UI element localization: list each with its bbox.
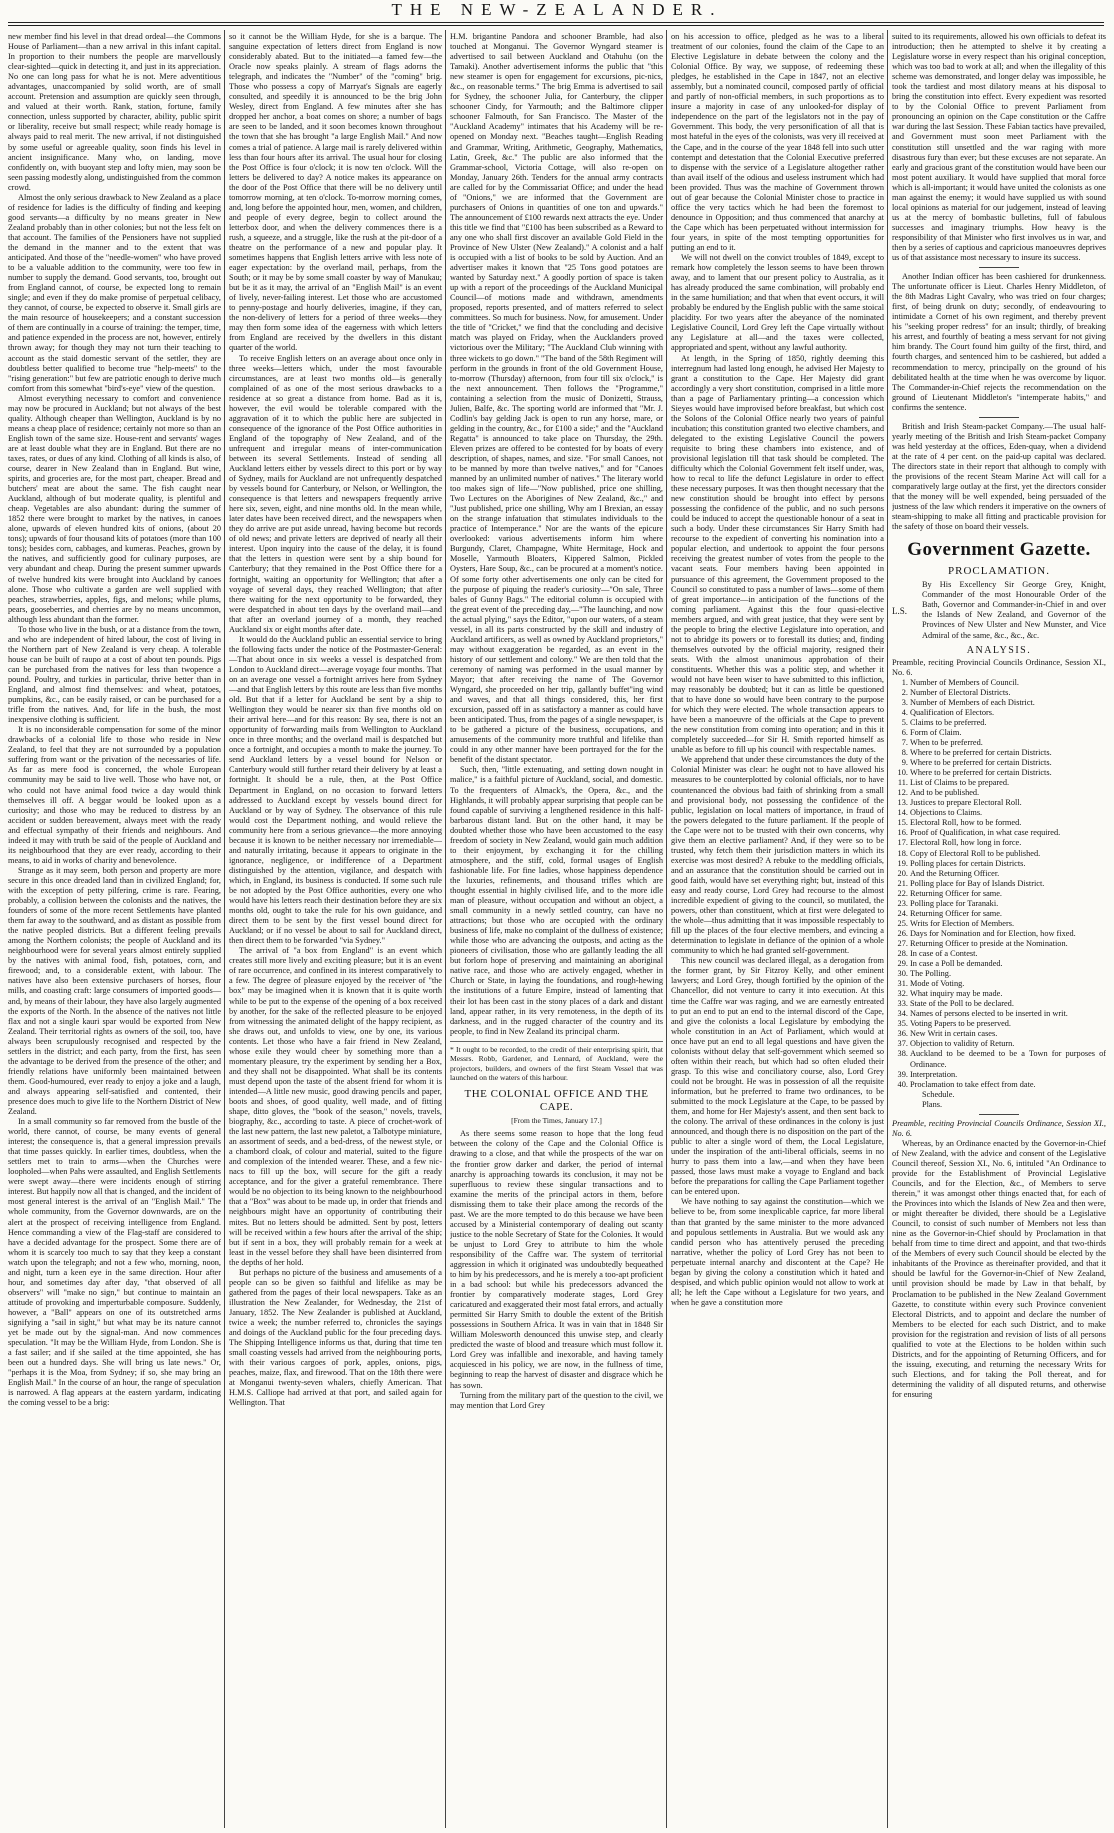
analysis-item: 8. Where to be preferred for certain Districts.: [910, 748, 1106, 758]
separator: [979, 1114, 1019, 1115]
article-paragraph: As there seems some reason to hope that the long feud between the colony of the Cape and the Colonial Office is drawing to a close, and that while the prospects of the war on the frontier grow darker and darker, the period of internal anarchy is approaching towards its conclusion, it may not be superfluous to review these singular transactions and to examine the merits of the principal actors in them, before dismissing them to take their place among the records of the past. We are the more tempted to do this because we have been accused by a Ministerial contemporary of dealing out scanty justice to the noble Secretary of State for the Colonies. It would be unjust to Lord Grey to attribute to him the whole responsibility of the Caffre war. The system of territorial aggression in which it originated was undoubtedly bequeathed to him by his predecessors, and he is merely a too-apt proficient in a bad school: but while his predecessors advanced the frontier by comparatively moderate stages, Lord Grey caricatured and exaggerated their most fatal errors, and actually permitted Sir Harry Smith to double the extent of the British possessions in Southern Africa. It was in vain that in 1848 Sir William Molesworth denounced this unwise step, and clearly predicted the waste of blood and treasure which must follow it. Lord Grey was infallible and inexorable, and having tamely acquiesced in his policy, we are now, in the fullness of time, beginning to reap the harvest of disaster and disgrace which he has sown.: [450, 1129, 663, 1390]
article-heading: THE COLONIAL OFFICE AND THE CAPE.: [464, 1088, 649, 1114]
proclamation-heading: PROCLAMATION.: [948, 565, 1050, 578]
analysis-item: 16. Proof of Qualification, in what case required.: [910, 828, 1106, 838]
analysis-item: 19. Polling places for certain Districts.: [910, 859, 1106, 869]
analysis-item: 9. Where to be preferred for certain Districts.: [910, 758, 1106, 768]
analysis-item: 40. Proclamation to take effect from date.: [910, 1080, 1106, 1090]
analysis-item: 15. Electoral Roll, how to be formed.: [910, 818, 1106, 828]
article-paragraph: We will not dwell on the convict troubles of 1849, except to remark how completely the lesson seems to have been thrown away, and to lament that our present policy to Australia, as it has already produced the same combination, will probably end in the same humiliation; and that when that event occurs, it will probably be endured by the English public with the same stoical placidity. For two years after the abeyance of the nominated Legislative Council, Lord Grey left the Cape virtually without any Legislature at all—and the taxes were collected, appropriated and spent, without any lawful authority.: [671, 253, 884, 353]
analysis-item: 2. Number of Electoral Districts.: [910, 688, 1106, 698]
analysis-item: 33. State of the Poll to be declared.: [910, 999, 1106, 1009]
article-paragraph: We have nothing to say against the constitution—which we believe to be, from some inexplicable caprice, far more liberal than that granted by the same minister to the more advanced and populous settlements in Australia. But we would ask any candid person who has attentively perused the preceding narrative, whether the policy of Lord Grey has not been to perpetuate internal anarchy and discontent at the Cape? He began by giving the colony a constitution which it hated and despised, and which public opinion would not allow to work at all; he left the Cape without a Legislature for two years, and when he gave a constitution more: [671, 1197, 884, 1307]
analysis-item: 34. Names of persons elected to be inserted in writ.: [910, 1009, 1106, 1019]
article-paragraph: We apprehend that under these circumstances the duty of the Colonial Minister was clear: he ought not to have allowed his measures to be counterplotted by colonial officials, nor to have countenanced the obvious bad faith of shrinking from a small and provisional body, not possessing the confidence of the public, legislation on local matters of importance, in fraud of the powers delegated to the future parliament. If the people of the Cape were not to be trusted with their own concerns, why give them an elective parliament? And, if they were so to be trusted, why fetch them their jurisdiction matters in which its exercise was most desired? A rebuke to the meddling officials, and an assurance that the constitution should be carried out in good faith, would have set everything right; but, instead of this easy and ready course, Lord Grey had recourse to the almost incredible expedient of giving to the council, so mutilated, the powers, other than constituent, which at first were delegated to the whole—thus admitting that it was impossible respectably to fill up the places of the four elective members, and evincing a determination to legislate in defiance of the opinion of a whole community to which he had granted self-government.: [671, 755, 884, 956]
analysis-item: 32. What inquiry may be made.: [910, 989, 1106, 999]
analysis-heading: ANALYSIS.: [966, 644, 1032, 656]
column-divider: [887, 30, 888, 1828]
article-paragraph: In a small community so far removed from the bustle of the world, there cannot, of course, be many events of general interest; the consequence is, that a general impression prevails that time passes quickly. In earlier times, doubtless, when the settlers met to train to arms—when the Churches were loopholed—when Pahs were assaulted, and English Settlements were swept away—there were incidents enough of stirring interest. But happily now all that is changed, and the incident of most general interest is the arrival of an "English Mail." The whole community, from the Governor downwards, are on the alert at the prospect of receiving intelligence from England. Hence commanding a view of the Flag-staff are considered to have a decided advantage for the prospect. Some there are of whom it is scarcely too much to say that they keep a constant watch upon the telegraph; and not a few who, morning, noon, and night, turn a keen eye in the same direction. Hour after hour, and sometimes day after day, "that observed of all observers" will "make no sign," but continue to maintain an attitude of provoking and imperturbable composure. Suddenly, however, a "Ball" appears on one of its outstretched arms signifying a "sail in sight," but what may be its nature cannot yet be made out by the signal-man. And now commences speculation. "It may be the William Hyde, from London. She is a fast sailer; and if she sailed at the time appointed, she has been out a hundred days. She will bring us late news." Or, "perhaps it is the Moa, from Sydney; if so, she may bring an English Mail." In the course of an hour, the range of speculation is narrowed. A flag appears at the eastern yardarm, indicating the coming vessel to be a brig:: [8, 1117, 221, 1408]
analysis-item: 30. The Polling.: [910, 969, 1106, 979]
footnote: * It ought to be recorded, to the credit of their enterprising spirit, that Messrs. Robb, Gardener, and Lennard, of Auckland, were the projectors, builders, and owners of the first Steam Vessel that was launched on the waters of this harbour.: [450, 1041, 663, 1083]
analysis-item: 37. Objection to validity of Return.: [910, 1039, 1106, 1049]
article-paragraph: Turning from the military part of the question to the civil, we may mention that Lord Grey: [450, 1390, 663, 1410]
article-paragraph: It would do the Auckland public an essential service to bring the following facts under the notice of the Postmaster-General:—That about once in six weeks a vessel is despatched from London to Auckland direct—average voyage four months. That on an average one vessel a fortnight arrives here from Sydney—and that English letters by this route are less than five months old. But that if a letter for Auckland be sent by a ship to Wellington they would be nearer six than five months old on their arrival here—and for this reason: By sea, there is not an opportunity of forwarding mails from Wellington to Auckland once in three months; and the overland mail is despatched but once a fortnight, and occupies a month to make the journey. To send Auckland letters by a vessel bound for Nelson or Canterbury would still further retard their delivery by at least a fortnight. It should be a rule, then, at the Post Office Department in England, on no occasion to forward letters addressed to Auckland except by vessels bound direct for Auckland or by way of Sydney. The observance of this rule would cost the Department nothing, and would relieve the community here from a serious grievance—the more annoying because it is known to be neither necessary nor irremediable—and naturally irritating, because it appears to originate in the ignorance, negligence, or indifference of a Department distinguished by the attention, vigilance, and despatch with which, in England, its business is conducted. If some such rule be not adopted by the Post Office authorities, every one who would have his letters reach their destination before they are six months old, ought to take the rule for his own guidance, and direct them to be sent by the first vessel bound direct for Auckland; or if no vessel be about to sail for Auckland direct, then direct them to be forwarded "via Sydney.": [229, 634, 442, 946]
analysis-item: 24. Returning Officer for same.: [910, 909, 1106, 919]
analysis-item: 6. Form of Claim.: [910, 728, 1106, 738]
masthead-rule-double: [8, 25, 1104, 26]
proclamation-block: [892, 580, 1106, 640]
masthead-title: THE NEW-ZEALANDER.: [391, 0, 723, 19]
article-paragraph: The arrival of "a box from England" is an event which creates still more lively and exciting pleasure; but it is an event of rare occurrence, and confined in its interest comparatively to a few. The degree of pleasure enjoyed by the receiver of "the box" may be imagined when it is known that it is quite worth while to be put to the expense of the opening of a box received by another, for the sake of the reflected pleasure to be enjoyed from witnessing the animated delight of the happy recipient, as she draws out, and unfolds to view, one by one, its various contents. Let those who have a fair friend in New Zealand, whose exile they would cheer by something more than a momentary pleasure, try the experiment by sending her a Box, and they shall not be disappointed. What shall be its contents must depend upon the taste of the absent friend for whom it is intended—A little new music, good drawing pencils and paper, boots and shoes, of good quality, well made, and of fitting shape, ditto gloves, the "book of the season," novels, travels, biography, &c., according to taste. A piece of crochet-work of the last new pattern, the last new paletot, a Talbotype miniature, an assortment of seeds, and a bed-dress, of the newest style, or a chambord cloak, of colour and material, suited to the figure and complexion of the intended wearer. These, and a few nic-nacs to fill up the box, will secure for the gift a ready acceptance, and for the giver a grateful remembrance. There would be no objection to its being known to the neighbourhood that a "Box" was about to be made up, in order that friends and neighbours might have an opportunity of contributing their mites. But no letters should be admitted. Sent by post, letters will be received within a few hours after the arrival of the ship; but if sent in a box, they will probably remain for a week at least in the vessel before they shall have been disinterred from the depths of her hold.: [229, 946, 442, 1267]
analysis-item: 7. When to be preferred.: [910, 738, 1106, 748]
analysis-list: [892, 678, 1106, 1090]
analysis-item: 29. In case a Poll be demanded.: [910, 959, 1106, 969]
analysis-item: 10. Where to be preferred for certain Districts.: [910, 768, 1106, 778]
analysis-item: 13. Justices to prepare Electoral Roll.: [910, 798, 1106, 808]
column-2: [229, 32, 442, 1827]
analysis-item: 38. Auckland to be deemed to be a Town for purposes of Ordinance.: [910, 1049, 1106, 1069]
proclamation-text: By His Excellency Sir George Grey, Knight, Commander of the most Honourable Order of the Bath, Governor and Commander-in-Chief in and over the Islands of New Zealand, and Governor of the Provinces of New Ulster and New Munster, and Vice Admiral of the same, &c., &c., &c.: [922, 580, 1106, 640]
analysis-item: 3. Number of Members of each District.: [910, 698, 1106, 708]
seal-mark: L.S.: [892, 606, 908, 617]
analysis-item: 5. Claims to be preferred.: [910, 718, 1106, 728]
column-4: [671, 32, 884, 1827]
article-paragraph: new member find his level in that dread ordeal—the Commons House of Parliament—than a new arrival in this infant capital. In proportion to their numbers the people are marvellously clear-sighted—quick in detecting it, and just in its appreciation. No one can long pass for what he is not. Mere adventitious advantages, unaccompanied by solid worth, are of small account. Pretension and assumption are quickly seen through, and valued at their worth. Rank, station, fortune, family connection, unless supported by character, ability, public spirit or liberality, receive but small respect; while ready homage is always paid to real merit. The new arrival, if not distinguished by some useful or agreeable quality, soon finds his level in ancient insignificance. Many who, on landing, move confidently on, with buoyant step and lofty mien, may soon be seen passing modestly along, undistinguished from the common crowd.: [8, 32, 221, 192]
article-paragraph: Almost everything necessary to comfort and convenience may now be procured in Auckland; but not always of the best quality. Although cheaper than Wellington, Auckland is by no means a cheap place of residence; certainly not more so than an English town of the same size. House-rent and servants' wages are at least double what they are in England. But there are no taxes, rates, or dues of any kind. Clothing of all kinds is also, of course, dearer in New Zealand than in England. But wine, spirits, and groceries are, for the most part, cheaper. Bread and butchers' meat are about the same. The fish caught near Auckland, although of but moderate quality, is plentiful and cheap. Vegetables are also abundant: during the summer of 1852 there were brought to market by the natives, in canoes alone, upwards of eleven hundred kits of onions, (about 20 tons); upwards of four thousand kits of potatoes (more than 100 tons); besides corn, cabbages, and kumeras. Peaches, grown by the natives, and sufficiently good for culinary purposes, are very abundant and cheap. During the present summer upwards of twelve hundred kits were brought into Auckland by canoes alone. Those who cultivate a garden are well supplied with peaches, strawberries, apples, figs, and melons; while plums, pears, gooseberries, and cherries are by no means uncommon, although less abundant than the former.: [8, 393, 221, 624]
article-paragraph: H.M. brigantine Pandora and schooner Bramble, had also touched at Monganui. The Governor Wyngard steamer is advertised to sail between Auckland and Otahuhu (on the Tamaki). Another advertisement informs the public that "this new steamer is open for engagement for excursions, pic-nics, &c., on reasonable terms." The brig Emma is advertised to sail for Sydney, the schooner Julia, for Canterbury, the clipper schooner Cindy, for Yarmouth; and the Baltimore clipper schooner Falmouth, for San Francisco. The Master of the "Auckland Academy" intimates that his Academy will be re-opened on Monday next. "Beaches taught—English Reading and Grammar, Writing, Arithmetic, Geography, Mathematics, Latin, Greek, &c." The public are also informed that the Grammar-school, Victoria Cottage, will also re-open on Monday, January 26th. Tenders for the annual army contracts are called for by the Commissariat Office; and under the head of "Onions," we are informed that the Government are purchasers of Onions in quantities of one ton and upwards." The announcement of £100 rewards next attracts the eye. Under this title we find that "£100 has been subscribed as a Reward to any one who shall first discover an available Gold Field in the Province of New Ulster (New Zealand)." A colonist and a half is occupied with a list of books to be sold by Auction. And an advertiser makes it known that "25 Tons good potatoes are wanted by Saturday next." A goodly portion of space is taken up with a report of the proceedings of the Auckland Municipal Council—of motions made and withdrawn, amendments proposed, reports presented, and of matters referred to select committees. So much for business. Now, for amusement. Under the title of "Cricket," we find that the concluding and decisive match was played on Friday, when the Aucklanders proved victorious over the Military; "The Auckland Club winning with three wickets to go down." "The band of the 58th Regiment will perform in the grounds in front of the old Government House, to-morrow (Thursday) afternoon, from four till six o'clock," is the next announcement. Then follows the "Programme," containing a selection from the music of Donizetti, Strauss, Julien, Balfe, &c. The sporting world are informed that "Mr. J. Codlin's bay gelding Jack is open to run any horse, mare, or gelding in the country, &c., for £100 a side;" and the "Auckland Regatta" is announced to take place on Thursday, the 29th. Eleven prizes are offered to be contested for by boats of every description, of shapes, names, and size. "For small Canoes, not to be manned by more than twelve natives," and for "Canoes manned by an unlimited number of natives." The literary world too makes sign of life—"Now published, price one shilling, Two Lectures on the Aborigines of New Zealand, &c.," and "Just published, price one shilling, Why am I Brexian, an essay on the strange infatuation that stimulates individuals to the practice of Intemperance." Nor are the wants of the epicure overlooked: various advertisements inform him where Burgundy, Claret, Champagne, White Hermitage, Hock and Moselle, Yarmouth Bloaters, Kippered Salmon, Pickled Oysters, Hare Soup, &c., can be procured at a moment's notice. Of some forty other advertisements one only can be cited for the purpose of piquing the reader's curiosity—"On sale, Three bales of Gunny Bags." The editorial column is occupied with the great event of the preceding day,—"The launching, and now the actual plying," says the Editor, "upon our waters, of a steam vessel, in all its parts constructed by the skill and industry of Auckland artificers, as well as owned by Auckland proprietors," may without exaggeration be regarded, as an event in the history of our settlement and colony." We are then told that the ceremony of naming was performed in the usual manner by Mayor; that after receiving the name of The Governor Wyngard, she proceeded on her trip, gallantly buffet"ing wind and waves, and that all things considered, this, her first excursion, passed off in as satisfactory a manner as could have been anticipated. Thus, from the pages of a single newspaper, is to be gathered a picture of the business, occupations, and amusements of the community more truthful and lifelike than could in any other manner have been portrayed for the for the benefit of the distant spectator.: [450, 32, 663, 765]
column-5: [892, 32, 1106, 1827]
analysis-item: 25. Writs for Election of Members.: [910, 919, 1106, 929]
masthead-rule: [8, 22, 1104, 23]
analysis-item: 11. List of Claims to be prepared.: [910, 778, 1106, 788]
analysis-item: 12. And to be published.: [910, 788, 1106, 798]
article-paragraph: Strange as it may seem, both person and property are more secure in this once dreaded land than in civilized England; for, with the exception of petty pilfering, crime is rare. Fearing, probably, a collision between the colonists and the natives, the founders of some of the more recent Settlements have planted them far away to the southward, and as distant as possible from the native peopled districts. But a different feeling prevails among the Northern colonists; the people of Auckland and its neighbourhood were for several years almost entirely supplied by the natives with animal food, fish, potatoes, corn, and firewood; and, to a considerable extent, with labour. The natives have also been extensive purchasers of horses, flour mills, and coasting craft: large consumers of imported goods—and, by means of their labour, they have also largely augmented the exports of the North. In the absence of the natives not little flax and not a single kauri spar would be exported from New Zealand. Their territorial rights as owners of the soil, too, have always been scrupulously recognised and respected by the settlers in the district; and each party, from the first, has seen the advantage to be derived from the presence of the other; and friendly relations have uniformly been maintained between them. Good-humoured, ever ready to enjoy a joke and a laugh, and always appearing self-satisfied and contented, their presence does much to give life to the Northern District of New Zealand.: [8, 865, 221, 1117]
analysis-item: 18. Copy of Electoral Roll to be published.: [910, 849, 1106, 859]
article-paragraph: At length, in the Spring of 1850, rightly deeming this interregnum had lasted long enough, he advised Her Majesty to grant a constitution to the Cape. Her Majesty did grant accordingly a very short constitution, comprised in a little more than a page of Parliamentary printing—a concession which Sieyes would have improvised before breakfast, but which cost the Solons of the Colonial Office nearly two years of painful incubation; this constitution granted two elective chambers, and delegated to the existing Legislative Council the powers requisite to bring these chambers into existence, and of provisional legislation till that task should be completed. The difficulty which the Colonial Government felt itself under, was, how to recal to life the defunct Legislature in order to effect these necessary purposes. It was then thought necessary that the new constitution should be brought into effect by persons possessing the confidence of the public, and no such persons could be induced to accept the questionable honour of a seat in such a body. Under these circumstances Sir Harry Smith had recourse to the expedient of converting his nomination into a popular election, and undertook to appoint the four persons receiving the greatest number of votes from the people to the vacant seats. Four members having been appointed in pursuance of this agreement, the Government proposed to the Council so constituted to pass a number of laws—some of them of great importance—in anticipation of the functions of the coming parliament. Against this the four quasi-elective members argued, and with great justice, that they were sent by the people to bring the elective Legislature into operation, and not to abridge its powers or to forestall its duties; and, finding themselves outvoted by the official majority, resigned their seats. With the almost unanimous approbation of their constituents. Whether this was a politic step, and whether it would not have been wiser to have submitted to this infliction, may reasonably be doubted; but it can as little be questioned that to have done so would have been contrary to the purpose for which they were elected. The whole transaction appears to have been a manoeuvre of the officials at the Cape to prevent the new constitution from coming into operation; and in this it completely succeeded—for Sir H. Smith reported himself as unable as before to fill up his council with respectable names.: [671, 353, 884, 755]
whereas-paragraph: Whereas, by an Ordinance enacted by the Governor-in-Chief of New Zealand, with the advice and consent of the Legislative Council thereof, Session XI., No. 6, intituled "An Ordinance to provide for the Establishment of Provincial Legislative Councils, and for the Election, &c., of Members to serve therein," it was amongst other things enacted that, for each of the Provinces into which the Islands of New Zea and then were, or might thereafter be divided, there should be a Legislative Council, to consist of such number of Members not less than nine as the Governor-in-Chief should by Proclamation in that behalf from time to time direct and appoint, and that two-thirds of the Members of every such Council should be elected by the inhabitants of the Province as thereinafter provided, and that it should be lawful for the Governor-in-Chief of New Zealand, until provision should be made by Law in that behalf, by Proclamation to be published in the New Zealand Government Gazette, to constitute within every such Province convenient Electoral Districts, and to appoint and declare the number of Members to be elected for each such District, and to make provision for the registration and revision of lists of all persons qualified to vote at the Elections to be holden within such Districts, and for the appointing of Returning Officers, and for the issuing, executing, and returning the necessary Writs for such Elections, and for taking the Poll thereat, and for determining the validity of all disputed returns, and otherwise for ensuring: [892, 1138, 1106, 1399]
article-paragraph: But perhaps no picture of the business and amusements of a people can so be given so faithful and lifelike as may be gathered from the pages of their local newspapers. Take as an illustration the New Zealander, for Wednesday, the 21st of January, 1852. The New Zealander is published at Auckland, twice a week; the number referred to, chronicles the sayings and doings of the Auckland public for the four preceding days. The Shipping Intelligence informs us that, during that time ten small coasting vessels had arrived from the neighbouring ports, with their various cargoes of pork, apples, onions, pigs, peaches, maize, flax, and firewood. That on the 18th there were at Monganui twenty-seven whalers, chiefly American. That H.M.S. Calliope had arrived at that port, and sailed again for Wellington. That: [229, 1267, 442, 1408]
analysis-item: 36. New Writ in certain cases.: [910, 1029, 1106, 1039]
analysis-item: 35. Voting Papers to be preserved.: [910, 1019, 1106, 1029]
preamble-reciting: Preamble, reciting Provincial Councils Ordinance, Session XI., No. 6.: [892, 1118, 1106, 1138]
analysis-item: 1. Number of Members of Council.: [910, 678, 1106, 688]
plans-label: Plans.: [922, 1099, 943, 1109]
analysis-item: 17. Electoral Roll, how long in force.: [910, 838, 1106, 848]
analysis-item: 31. Mode of Voting.: [910, 979, 1106, 989]
separator: [979, 417, 1019, 418]
article-paragraph: Almost the only serious drawback to New Zealand as a place of residence for ladies is the difficulty of finding and keeping good servants—a difficulty by no means greater in New Zealand probably than in other colonies; but not the less felt on that account. The families of the Pensioners have not supplied the demand in the manner and to the extent that was anticipated. And those of the "needle-women" who have proved to be a valuable addition to the community, were too few in number to supply the demand. Good servants, too, brought out from England cannot, of course, be expected long to remain single; and even if they do make promise of perpetual celibacy, they cannot, of course, be expected to observe it. Small girls are the main resource of housekeepers; and a constant succession of them are continually in a course of training: the temper, time, and patience expended in the process are not, however, entirely thrown away; for though they may not turn their teaching to account as the staid domestic servant of the settler, they are doubtless better qualified to become true "help-meets" to the "rising generation:" but few are patriotic enough to derive much comfort from this somewhat "bird's-eye" view of the question.: [8, 192, 221, 393]
article-paragraph: so it cannot be the William Hyde, for she is a barque. The sanguine expectation of letters direct from England is now considerably abated. But to the initiated—a famed few—the Oracle now speaks plainly. A stream of flags adorns the telegraph, and indicates the "Number" of the "coming" brig. Those who possess a copy of Marryat's Signals are eagerly consulted, and speedily it is announced to be the brig John Wesley, direct from England. A few minutes after she has dropped her anchor, a boat comes on shore; a number of bags are seen to be landed, and it soon becomes known throughout the town that she has brought "a large English Mail." And now comes a trial of patience. A large mail is rarely delivered within less than four hours after its arrival. The usual hour for closing the Post Office is four o'clock; it is now ten o'clock. Will the letters be delivered to day? A notice makes its appearance on the door of the Post Office that there will be no delivery until tomorrow morning, at ten o'clock. To-morrow morning comes, and, long before the appointed hour, men, women, and children, and people of every degree, begin to collect around the letterbox door, and when the delivery commences there is a rush, a squeeze, and a struggle, like the rush at the pit-door of a theatre on the performance of a new and popular play. It sometimes happens that English letters arrive with less note of eager expectation: by the overland mail, perhaps, from the South; or it may be by some small coaster by way of Manukau; but be it as it may, the arrival of an "English Mail" is an event of lively, never-failing interest. Let those who are accustomed to penny-postage and hourly deliveries, imagine, if they can, the non-delivery of letters for a period of three weeks—they may then form some idea of the eagerness with which letters from England are received by the dwellers in this distant quarter of the world.: [229, 32, 442, 353]
article-paragraph: To receive English letters on an average about once only in three weeks—letters which, under the most favourable circumstances, are at least two months old—is generally complained of as one of the most serious drawbacks to a residence at so great a distance from home. Bad as it is, however, the evil would be tolerable compared with the aggravation of it to which the public here are subjected in consequence of the ignorance of the Post Office authorities in England of the topography of New Zealand, and of the unfrequent and irregular means of inter-communication between its several Settlements. Instead of sending all Auckland letters either by vessels direct to this port or by way of Sydney, mails for Auckland are not unfrequently despatched by vessels bound for Canterbury, or Nelson, or Wellington, the consequence is that letters and newspapers frequently arrive here six, seven, eight, and nine months old. In the mean while, later dates have been received direct, and the newspapers when they do arrive are put aside unread, having become but records of old news; and private letters are deprived of nearly all their interest. Upon inquiry into the cause of the delay, it is found that the letters in question were sent by a ship bound for Canterbury; that they remained in the Post Office there for a fortnight, waiting an opportunity for Wellington; that after a voyage of several days, they reached Wellington; that after there waiting for the next opportunity to be forwarded, they were despatched in about ten days by the overland mail—and that after an overland journey of a month, they reached Auckland six or eight months after date.: [229, 353, 442, 634]
column-divider: [224, 30, 225, 1828]
news-item: British and Irish Steam-packet Company.—The usual half-yearly meeting of the British and Irish Steam-packet Company was held yesterday at the offices, Eden-quay, when a dividend at the rate of 4 per cent. on the paid-up capital was declared. The directors state in their report that although to comply with the provisions of the recent Steam Marine Act will call for a comparatively large outlay at the first, yet the directors consider that the money will be well expended, being persuaded of the justness of the law which renders it imperative on the owners of steam-shipping to make all fitting and practicable provision for the safety of those on board their vessels.: [892, 421, 1106, 532]
article-paragraph: This new council was declared illegal, as a derogation from the former grant, by Sir Fitzroy Kelly, and other eminent lawyers; and Lord Grey, though fortified by the opinion of the Chancellor, did not venture to carry it into execution. At this time the Caffre war was raging, and we are earnestly entreated to put an end to put an end to the internal discord of the Cape, and give the colonists a local Legislature by embodying the whole constitution in an Act of Parliament, which would at once have put an end to all legal questions and have given the colonists without delay that self-government which seemed so often within their reach, but which had so often eluded their grasp. To this wise and conciliatory course, also, Lord Grey could not be brought. He was in possession of all the requisite information, but he preferred to frame two ordinances, to be submitted to the mock Legislature at the Cape, to be passed by them, and home for Her Majesty's assent, and then sent back to the colony. The arrival of these ordinances in the colony is just announced, and though there is no disposition on the part of the public to alter a single word of them, the Local Legislature, under the inspiration of the anti-liberal officials, seems in no hurry to pass them into a law,—and when they have been passed, those laws must make a voyage to England and back before the preparations for calling the Cape Parliament together can be entered upon.: [671, 956, 884, 1197]
analysis-item: 14. Objections to Claims.: [910, 808, 1106, 818]
column-divider: [666, 30, 667, 1828]
gazette-title: Government Gazette.: [907, 539, 1091, 561]
column-3: [450, 32, 663, 1827]
article-paragraph: It is no inconsiderable compensation for some of the minor drawbacks of a colonial life to those who reside in New Zealand, to feel that they are not surrounded by a population suffering from want or the privation of the necessaries of life. As far as mere food is concerned, the whole European community may be said to live well. Those who have not, or who could not have animal food twice a day would think themselves ill off. A beggar would be looked upon as a curiosity; and those who may be reduced to distress by an accident or sudden bereavement, always meet with the ready and effectual sympathy of their friends and neighbours. And indeed it may with truth be said of the people of Auckland and its neighbourhood that they are ever ready, according to their means, to aid in works of charity and benevolence.: [8, 725, 221, 865]
column-divider: [445, 30, 446, 1828]
analysis-preamble: Preamble, reciting Provincial Councils Ordinance, Session XI., No. 6.: [892, 657, 1106, 677]
analysis-item: 23. Polling place for Taranaki.: [910, 899, 1106, 909]
analysis-item: 22. Returning Officer for same.: [910, 889, 1106, 899]
analysis-item: 27. Returning Officer to preside at the Nomination.: [910, 939, 1106, 949]
analysis-item: 4. Qualification of Electors.: [910, 708, 1106, 718]
schedule-label: Schedule.: [922, 1089, 955, 1099]
article-paragraph: on his accession to office, pledged as he was to a liberal treatment of our colonies, found the claim of the Cape to an Elective Legislature in debate between the colony and the Colonial Office. By way, we suppose, of redeeming these pledges, he established in the Cape in 1847, not an elective assembly, but a nominated council, composed partly of official and partly of non-official members, in such proportions as to insure a majority in case of any unlooked-for display of independence on the part of the legislators not in the pay of Government. This body, the very personification of all that is most hateful in the eyes of the colonists, was very ill received at the Cape, and in the course of the year 1848 fell into such utter contempt and detestation that the Colonial Executive preferred to dispense with the service of a Legislature altogether rather than avail itself of the odious and useless instrument which had been provided. Thus was the machine of Government thrown out of gear because the Colonial Minister chose to practice in office the very tactics which he had been the foremost to denounce in Opposition; and thus commenced that anarchy at the Cape which has been perpetuated without intermission for four years, in spite of the most tempting opportunities for putting an end to it.: [671, 32, 884, 252]
article-paragraph: suited to its requirements, allowed his own officials to defeat its introduction; then he attempted to shelve it by creating a Legislature worse in every respect than his original conception, which was too bad to work at all; and when the illegality of this scheme was demonstrated, and longer delay was impossible, he took the tardiest and most dilatory means at his disposal to bring the constitution into effect. Every expedient was resorted to by the Colonial Office to prevent Parliament from pronouncing an opinion on the Cape constitution or the Caffre war during the last Session. These Fabian tactics have prevailed, and Government must soon meet Parliament with the constitution still unsettled and the war raging with more disastrous fury than ever; but these excuses are not separate. An early and gracious grant of the constitution would have been our most potent auxiliary. It would have supplied that moral force which is all-important; it would have united the colonists as one man against the enemy; it would have supplied us with sound local opinions as material for our judgement, instead of leaving us at the mercy of bombastic bulletins, full of fabulous successes and imaginary triumphs. How heavy is the responsibility of that Minister who first involves us in war, and then by a series of captious and capricious manoeuvres deprives us of that assistance most necessary to insure its success.: [892, 32, 1106, 263]
analysis-item: 39. Interpretation.: [910, 1070, 1106, 1080]
article-paragraph: Such, then, "little extenuating, and setting down nought in malice," is a faithful picture of Auckland, social, and domestic. To the frequenters of Almack's, the Opera, &c., and the Highlands, it will probably appear surprising that people can be found capable of surviving a lengthened residence in this half-barbarous distant land. But on the other hand, it may be doubted whether those who have been accustomed to the easy freedom of society in New Zealand, would gain much addition to their enjoyment, by exchanging it for the chilling atmosphere, and the stiff, cold, formal usages of English fashionable life. For fine ladies, whose happiness dependence the luxuries, refinements, and thousand trifles which are thought essential in highly civilised life, and to the more idle man of pleasure, without occupation and without an object, a small community in a newly settled country, can have no attractions; but those who are occupied with the ordinary business of life, make no complaint of the dullness of existence; while those who are advancing the outposts, and acting as the pioneers of civilisation, those who are gallantly leading the all but forlorn hope of preserving and maintaining an aboriginal native race, and those who are actively engaged, whether in Church or State, in laying the foundations, and rough-hewing the institutions of a future Empire, instead of lamenting that their lot has been cast in the stony places of a dark and distant land, appear rather, in its very remoteness, in the depth of its darkness, and in the rugged character of the country and its people, to find in New Zealand its principal charm.: [450, 765, 663, 1036]
analysis-item: 26. Days for Nomination and for Election, how fixed.: [910, 929, 1106, 939]
column-1: [8, 32, 221, 1827]
analysis-item: 28. In case of a Contest.: [910, 949, 1106, 959]
analysis-item: 20. And the Returning Officer.: [910, 869, 1106, 879]
separator: [979, 267, 1019, 268]
article-paragraph: To those who live in the bush, or at a distance from the town, and who are independent of hired labour, the cost of living in the Northern part of New Zealand is very cheap. A tolerable house can be built of raupo at a cost of about ten pounds. Pigs can be purchased from the natives for less than twopence a pound. Poultry, and turkies in particular, thrive better than in England, and almost find themselves: and wheat, potatoes, pumpkins, &c., can be easily raised, or can be purchased for a trifle from the natives. And, for life in the bush, the most inexpensive clothing is sufficient.: [8, 624, 221, 725]
article-source: [From the Times, January 17.]: [511, 1116, 602, 1126]
analysis-item: 21. Polling place for Bay of Islands District.: [910, 879, 1106, 889]
news-item: Another Indian officer has been cashiered for drunkenness. The unfortunate officer is Lieut. Charles Henry Middleton, of the 8th Madras Light Cavalry, who was tried on four charges; first, of being drunk on duty; secondly, of endeavouring to intimidate a Cornet of his own regiment, and thereby prevent his "seeking proper redress" for an insult; thirdly, of breaking his arrest, and fourthly of beating a mess servant for not giving him brandy. The Court found him guilty of the first, third, and fourth charges, and sentenced him to be cashiered, but added a recommendation to mercy, principally on the ground of his debilitated health at the time when he was overcome by liquor. The Commander-in-Chief rejects the recommendation on the ground of Lieutenant Middleton's "intemperate habits," and confirms the sentence.: [892, 272, 1106, 412]
